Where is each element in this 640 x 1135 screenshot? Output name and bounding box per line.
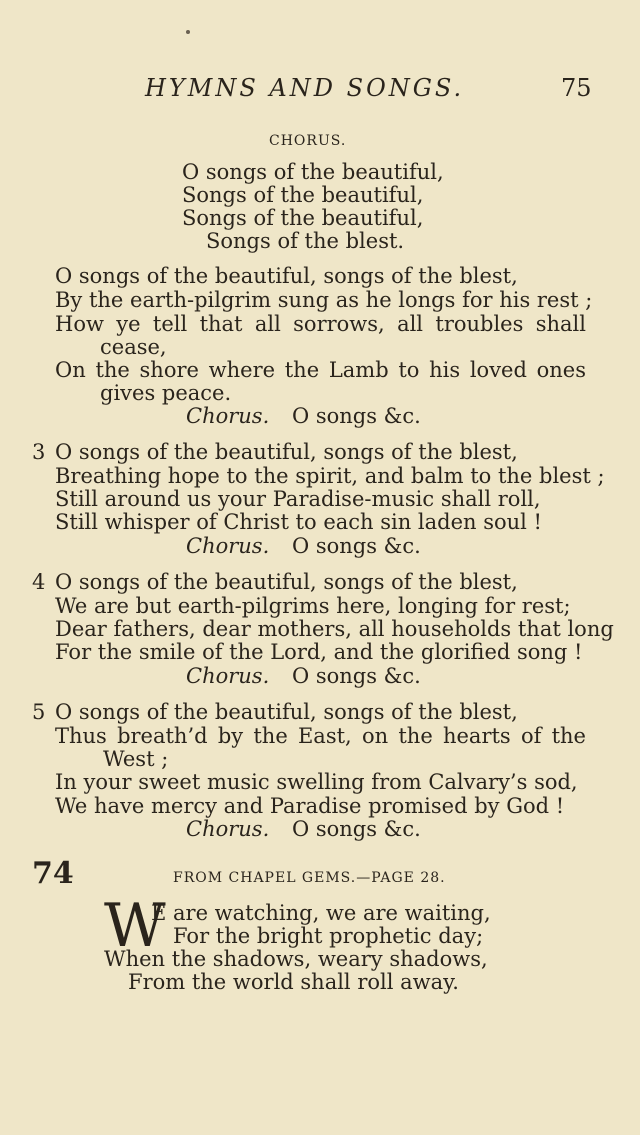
chorus-ref-label: Chorus. [186,817,270,841]
chorus-ref [186,817,421,841]
verse-line: cease, [100,335,167,359]
verse-line: O songs of the beautiful, songs of the blest, [55,264,518,288]
drop-cap: W [104,891,166,961]
chorus-ref-text: O songs &c. [291,817,421,841]
running-header: HYMNS AND SONGS. [145,74,465,102]
verse-line: On the shore where the Lamb to his loved ones [55,358,586,382]
chorus-ref [186,404,421,428]
verse-line: Thus breath’d by the East, on the hearts of the [55,724,586,748]
chorus-ref-text: O songs &c. [291,404,421,428]
hymn-line: For the bright prophetic day; [173,924,484,948]
verse-line: O songs of the beautiful, songs of the blest, [55,440,518,464]
chorus-line: Songs of the blest. [206,229,405,253]
chorus-ref [186,534,421,558]
verse-number: 5 [32,700,46,724]
verse-number: 4 [32,570,46,594]
hymn-number: 74 [32,856,74,891]
chorus-ref-text: O songs &c. [291,664,421,688]
verse-line: Breathing hope to the spirit, and balm to the blest ; [55,464,605,488]
chorus-ref-label: Chorus. [186,534,270,558]
verse-line: O songs of the beautiful, songs of the blest, [55,570,518,594]
hymn-source: FROM CHAPEL GEMS.—PAGE 28. [173,870,446,886]
page-number: 75 [561,74,592,102]
verse-line: For the smile of the Lord, and the glorified song ! [55,640,583,664]
verse-line: We have mercy and Paradise promised by God ! [55,794,565,818]
chorus-line: O songs of the beautiful, [182,160,444,184]
chorus-ref-text: O songs &c. [291,534,421,558]
verse-line: Still around us your Paradise-music shall roll, [55,487,541,511]
verse-line: We are but earth-pilgrims here, longing for rest; [55,594,571,618]
chorus-heading: CHORUS. [269,133,347,149]
hymn-line: E are watching, we are waiting, [151,901,491,925]
chorus-line: Songs of the beautiful, [182,183,424,207]
chorus-ref-label: Chorus. [186,404,270,428]
verse-line: By the earth-pilgrim sung as he longs for his rest ; [55,288,593,312]
chorus-ref [186,664,421,688]
verse-line: In your sweet music swelling from Calvary’s sod, [55,770,578,794]
hymn-line: From the world shall roll away. [128,970,459,994]
verse-number: 3 [32,440,46,464]
chorus-ref-label: Chorus. [186,664,270,688]
print-speck [186,30,190,34]
chorus-line: Songs of the beautiful, [182,206,424,230]
verse-line: Dear fathers, dear mothers, all households that long [55,617,614,641]
verse-line: West ; [103,747,169,771]
verse-line: Still whisper of Christ to each sin laden soul ! [55,510,542,534]
verse-line: gives peace. [100,381,232,405]
verse-line: How ye tell that all sorrows, all troubles shall [55,312,586,336]
hymn-line: When the shadows, weary shadows, [104,947,488,971]
verse-line: O songs of the beautiful, songs of the blest, [55,700,518,724]
